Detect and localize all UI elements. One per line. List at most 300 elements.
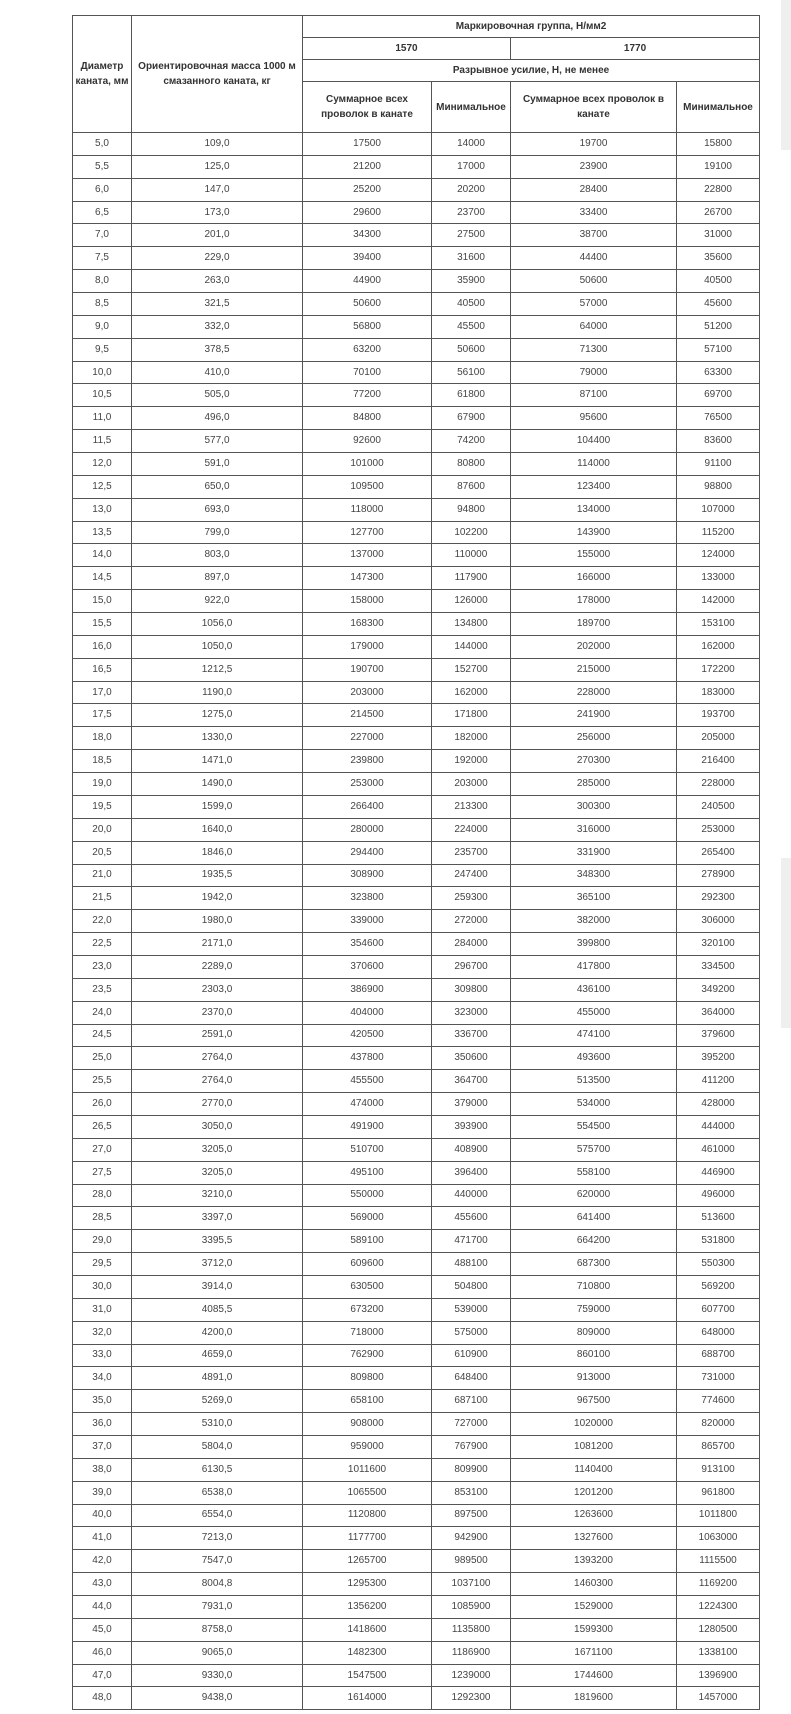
- cell-sum-1570: 809800: [303, 1367, 432, 1390]
- cell-min-1570: 110000: [432, 544, 511, 567]
- cell-diameter: 7,5: [73, 247, 132, 270]
- table-row: [73, 1527, 760, 1550]
- cell-diameter: 20,5: [73, 841, 132, 864]
- cell-mass: 4891,0: [132, 1367, 303, 1390]
- cell-diameter: 38,0: [73, 1458, 132, 1481]
- cell-min-1770: 461000: [677, 1138, 760, 1161]
- cell-sum-1770: 710800: [511, 1275, 677, 1298]
- cell-min-1570: 126000: [432, 590, 511, 613]
- cell-sum-1570: 959000: [303, 1435, 432, 1458]
- cell-min-1770: 774600: [677, 1390, 760, 1413]
- cell-min-1770: 1011800: [677, 1504, 760, 1527]
- cell-sum-1570: 370600: [303, 955, 432, 978]
- cell-min-1570: 192000: [432, 750, 511, 773]
- cell-sum-1770: 1393200: [511, 1550, 677, 1573]
- cell-mass: 1471,0: [132, 750, 303, 773]
- cell-diameter: 41,0: [73, 1527, 132, 1550]
- table-header: [73, 16, 760, 133]
- cell-mass: 7213,0: [132, 1527, 303, 1550]
- cell-sum-1770: 23900: [511, 155, 677, 178]
- cell-min-1570: 350600: [432, 1047, 511, 1070]
- cell-diameter: 24,0: [73, 1001, 132, 1024]
- cell-min-1570: 1037100: [432, 1573, 511, 1596]
- cell-min-1770: 265400: [677, 841, 760, 864]
- cell-sum-1570: 1011600: [303, 1458, 432, 1481]
- header-group-1770: 1770: [511, 38, 760, 60]
- table-row: [73, 1641, 760, 1664]
- cell-sum-1570: 1295300: [303, 1573, 432, 1596]
- cell-sum-1570: 658100: [303, 1390, 432, 1413]
- cell-min-1570: 942900: [432, 1527, 511, 1550]
- cell-sum-1570: 214500: [303, 704, 432, 727]
- cell-min-1770: 216400: [677, 750, 760, 773]
- cell-sum-1770: 558100: [511, 1161, 677, 1184]
- cell-diameter: 42,0: [73, 1550, 132, 1573]
- table-row: [73, 1458, 760, 1481]
- cell-min-1770: 496000: [677, 1184, 760, 1207]
- cell-mass: 109,0: [132, 133, 303, 156]
- cell-min-1770: 688700: [677, 1344, 760, 1367]
- cell-diameter: 30,0: [73, 1275, 132, 1298]
- header-diameter: Диаметр каната, мм: [73, 16, 132, 133]
- table-row: [73, 841, 760, 864]
- cell-diameter: 33,0: [73, 1344, 132, 1367]
- cell-diameter: 28,0: [73, 1184, 132, 1207]
- cell-min-1770: 379600: [677, 1024, 760, 1047]
- table-row: [73, 155, 760, 178]
- cell-sum-1570: 609600: [303, 1253, 432, 1276]
- cell-min-1770: 115200: [677, 521, 760, 544]
- cell-sum-1770: 474100: [511, 1024, 677, 1047]
- cell-diameter: 44,0: [73, 1596, 132, 1619]
- cell-min-1770: 820000: [677, 1413, 760, 1436]
- cell-mass: 1330,0: [132, 727, 303, 750]
- cell-mass: 4659,0: [132, 1344, 303, 1367]
- cell-min-1570: 767900: [432, 1435, 511, 1458]
- cell-sum-1770: 913000: [511, 1367, 677, 1390]
- cell-mass: 2764,0: [132, 1047, 303, 1070]
- cell-diameter: 39,0: [73, 1481, 132, 1504]
- cell-diameter: 29,0: [73, 1230, 132, 1253]
- cell-sum-1570: 495100: [303, 1161, 432, 1184]
- cell-sum-1770: 436100: [511, 978, 677, 1001]
- cell-diameter: 5,0: [73, 133, 132, 156]
- cell-min-1570: 35900: [432, 270, 511, 293]
- cell-sum-1770: 365100: [511, 887, 677, 910]
- cell-mass: 3205,0: [132, 1138, 303, 1161]
- cell-min-1570: 1186900: [432, 1641, 511, 1664]
- cell-min-1770: 306000: [677, 910, 760, 933]
- cell-mass: 1935,5: [132, 864, 303, 887]
- table-row: [73, 1321, 760, 1344]
- cell-diameter: 10,0: [73, 361, 132, 384]
- cell-mass: 7931,0: [132, 1596, 303, 1619]
- cell-sum-1570: 280000: [303, 818, 432, 841]
- cell-min-1570: 259300: [432, 887, 511, 910]
- cell-sum-1770: 534000: [511, 1093, 677, 1116]
- table-row: [73, 384, 760, 407]
- cell-min-1570: 152700: [432, 658, 511, 681]
- header-min-1570: Минимальное: [432, 82, 511, 133]
- cell-min-1770: 550300: [677, 1253, 760, 1276]
- table-row: [73, 1390, 760, 1413]
- cell-min-1770: 40500: [677, 270, 760, 293]
- cell-min-1770: 395200: [677, 1047, 760, 1070]
- cell-min-1570: 1292300: [432, 1687, 511, 1710]
- cell-sum-1770: 57000: [511, 293, 677, 316]
- cell-min-1770: 107000: [677, 498, 760, 521]
- cell-min-1770: 98800: [677, 475, 760, 498]
- table-row: [73, 613, 760, 636]
- table-row: [73, 1596, 760, 1619]
- cell-diameter: 6,5: [73, 201, 132, 224]
- cell-sum-1770: 71300: [511, 338, 677, 361]
- table-row: [73, 955, 760, 978]
- cell-mass: 3210,0: [132, 1184, 303, 1207]
- cell-mass: 3395,5: [132, 1230, 303, 1253]
- cell-sum-1570: 17500: [303, 133, 432, 156]
- table-row: [73, 704, 760, 727]
- cell-mass: 9330,0: [132, 1664, 303, 1687]
- cell-min-1570: 989500: [432, 1550, 511, 1573]
- cell-min-1570: 247400: [432, 864, 511, 887]
- cell-sum-1570: 25200: [303, 178, 432, 201]
- cell-min-1570: 224000: [432, 818, 511, 841]
- cell-min-1570: 309800: [432, 978, 511, 1001]
- cell-sum-1770: 1201200: [511, 1481, 677, 1504]
- cell-diameter: 35,0: [73, 1390, 132, 1413]
- cell-sum-1770: 114000: [511, 453, 677, 476]
- cell-mass: 4085,5: [132, 1298, 303, 1321]
- cell-sum-1770: 202000: [511, 635, 677, 658]
- cell-min-1770: 1457000: [677, 1687, 760, 1710]
- header-marking-group: Маркировочная группа, Н/мм2: [303, 16, 760, 38]
- cell-diameter: 46,0: [73, 1641, 132, 1664]
- cell-mass: 1846,0: [132, 841, 303, 864]
- cell-min-1770: 142000: [677, 590, 760, 613]
- cell-min-1770: 19100: [677, 155, 760, 178]
- cell-mass: 1980,0: [132, 910, 303, 933]
- cell-min-1570: 67900: [432, 407, 511, 430]
- cell-min-1570: 162000: [432, 681, 511, 704]
- cell-sum-1570: 253000: [303, 773, 432, 796]
- cell-min-1770: 1338100: [677, 1641, 760, 1664]
- cell-sum-1770: 331900: [511, 841, 677, 864]
- table-row: [73, 635, 760, 658]
- cell-sum-1770: 104400: [511, 430, 677, 453]
- table-row: [73, 978, 760, 1001]
- cell-mass: 922,0: [132, 590, 303, 613]
- cell-sum-1570: 569000: [303, 1207, 432, 1230]
- cell-sum-1770: 1599300: [511, 1618, 677, 1641]
- table-row: [73, 498, 760, 521]
- cell-sum-1570: 101000: [303, 453, 432, 476]
- cell-min-1570: 102200: [432, 521, 511, 544]
- table-row: [73, 681, 760, 704]
- cell-sum-1570: 673200: [303, 1298, 432, 1321]
- cell-min-1570: 50600: [432, 338, 511, 361]
- table-row: [73, 178, 760, 201]
- cell-diameter: 24,5: [73, 1024, 132, 1047]
- table-row: [73, 864, 760, 887]
- cell-min-1570: 393900: [432, 1115, 511, 1138]
- cell-min-1570: 1135800: [432, 1618, 511, 1641]
- cell-min-1770: 411200: [677, 1070, 760, 1093]
- cell-sum-1770: 399800: [511, 933, 677, 956]
- table-row: [73, 133, 760, 156]
- cell-min-1770: 35600: [677, 247, 760, 270]
- cell-min-1770: 428000: [677, 1093, 760, 1116]
- cell-diameter: 19,0: [73, 773, 132, 796]
- cell-min-1770: 349200: [677, 978, 760, 1001]
- cell-diameter: 22,0: [73, 910, 132, 933]
- cell-sum-1770: 189700: [511, 613, 677, 636]
- cell-sum-1570: 179000: [303, 635, 432, 658]
- cell-mass: 378,5: [132, 338, 303, 361]
- table-row: [73, 773, 760, 796]
- cell-sum-1570: 1614000: [303, 1687, 432, 1710]
- cell-sum-1770: 19700: [511, 133, 677, 156]
- cell-sum-1770: 123400: [511, 475, 677, 498]
- cell-mass: 1212,5: [132, 658, 303, 681]
- cell-sum-1570: 21200: [303, 155, 432, 178]
- cell-diameter: 32,0: [73, 1321, 132, 1344]
- table-row: [73, 590, 760, 613]
- cell-diameter: 28,5: [73, 1207, 132, 1230]
- table-row: [73, 407, 760, 430]
- table-row: [73, 1298, 760, 1321]
- cell-sum-1770: 1020000: [511, 1413, 677, 1436]
- cell-min-1570: 144000: [432, 635, 511, 658]
- cell-mass: 3914,0: [132, 1275, 303, 1298]
- cell-diameter: 25,0: [73, 1047, 132, 1070]
- cell-sum-1570: 29600: [303, 201, 432, 224]
- cell-min-1570: 182000: [432, 727, 511, 750]
- cell-diameter: 20,0: [73, 818, 132, 841]
- cell-diameter: 27,5: [73, 1161, 132, 1184]
- cell-diameter: 18,5: [73, 750, 132, 773]
- cell-sum-1570: 56800: [303, 315, 432, 338]
- table-row: [73, 1070, 760, 1093]
- cell-diameter: 17,0: [73, 681, 132, 704]
- cell-sum-1570: 168300: [303, 613, 432, 636]
- cell-mass: 2591,0: [132, 1024, 303, 1047]
- cell-min-1570: 14000: [432, 133, 511, 156]
- cell-sum-1570: 630500: [303, 1275, 432, 1298]
- header-mass: Ориентировочная масса 1000 м смазанного каната, кг: [132, 16, 303, 133]
- table-row: [73, 1207, 760, 1230]
- cell-diameter: 15,5: [73, 613, 132, 636]
- cell-mass: 332,0: [132, 315, 303, 338]
- cell-diameter: 34,0: [73, 1367, 132, 1390]
- table-row: [73, 658, 760, 681]
- cell-sum-1570: 50600: [303, 293, 432, 316]
- cell-min-1770: 607700: [677, 1298, 760, 1321]
- cell-diameter: 8,0: [73, 270, 132, 293]
- cell-min-1570: 396400: [432, 1161, 511, 1184]
- cell-min-1570: 408900: [432, 1138, 511, 1161]
- cell-sum-1570: 92600: [303, 430, 432, 453]
- cell-sum-1570: 474000: [303, 1093, 432, 1116]
- cell-min-1770: 446900: [677, 1161, 760, 1184]
- cell-min-1570: 171800: [432, 704, 511, 727]
- table-row: [73, 1230, 760, 1253]
- header-sum-1770: Суммарное всех проволок в канате: [511, 82, 677, 133]
- cell-mass: 4200,0: [132, 1321, 303, 1344]
- table-row: [73, 1024, 760, 1047]
- cell-min-1770: 228000: [677, 773, 760, 796]
- table-row: [73, 933, 760, 956]
- cell-sum-1570: 1547500: [303, 1664, 432, 1687]
- cell-mass: 2171,0: [132, 933, 303, 956]
- cell-min-1570: 471700: [432, 1230, 511, 1253]
- table-row: [73, 910, 760, 933]
- cell-sum-1570: 239800: [303, 750, 432, 773]
- cell-sum-1570: 491900: [303, 1115, 432, 1138]
- cell-min-1770: 124000: [677, 544, 760, 567]
- cell-sum-1570: 1120800: [303, 1504, 432, 1527]
- cell-diameter: 11,0: [73, 407, 132, 430]
- cell-min-1770: 133000: [677, 567, 760, 590]
- cell-sum-1770: 513500: [511, 1070, 677, 1093]
- cell-mass: 496,0: [132, 407, 303, 430]
- cell-mass: 125,0: [132, 155, 303, 178]
- cell-min-1770: 1115500: [677, 1550, 760, 1573]
- cell-sum-1770: 241900: [511, 704, 677, 727]
- cell-min-1570: 440000: [432, 1184, 511, 1207]
- cell-min-1770: 278900: [677, 864, 760, 887]
- cell-min-1770: 513600: [677, 1207, 760, 1230]
- table-row: [73, 1687, 760, 1710]
- table-row: [73, 270, 760, 293]
- cell-sum-1770: 28400: [511, 178, 677, 201]
- cell-sum-1770: 215000: [511, 658, 677, 681]
- cell-sum-1770: 641400: [511, 1207, 677, 1230]
- table-row: [73, 795, 760, 818]
- cell-mass: 897,0: [132, 567, 303, 590]
- cell-sum-1770: 1819600: [511, 1687, 677, 1710]
- table-row: [73, 201, 760, 224]
- cell-sum-1570: 762900: [303, 1344, 432, 1367]
- cell-sum-1570: 39400: [303, 247, 432, 270]
- cell-min-1570: 575000: [432, 1321, 511, 1344]
- cell-min-1570: 61800: [432, 384, 511, 407]
- cell-sum-1570: 308900: [303, 864, 432, 887]
- cell-min-1570: 284000: [432, 933, 511, 956]
- table-row: [73, 1253, 760, 1276]
- cell-sum-1770: 155000: [511, 544, 677, 567]
- table-row: [73, 750, 760, 773]
- cell-mass: 1275,0: [132, 704, 303, 727]
- cell-sum-1770: 860100: [511, 1344, 677, 1367]
- cell-sum-1570: 147300: [303, 567, 432, 590]
- cell-min-1570: 40500: [432, 293, 511, 316]
- cell-sum-1570: 70100: [303, 361, 432, 384]
- cell-min-1570: 213300: [432, 795, 511, 818]
- cell-diameter: 21,5: [73, 887, 132, 910]
- cell-sum-1770: 143900: [511, 521, 677, 544]
- table-row: [73, 224, 760, 247]
- cell-mass: 803,0: [132, 544, 303, 567]
- cell-diameter: 10,5: [73, 384, 132, 407]
- cell-mass: 321,5: [132, 293, 303, 316]
- cell-min-1770: 531800: [677, 1230, 760, 1253]
- table-row: [73, 1093, 760, 1116]
- cell-sum-1570: 63200: [303, 338, 432, 361]
- cell-sum-1770: 228000: [511, 681, 677, 704]
- cell-mass: 5310,0: [132, 1413, 303, 1436]
- cell-mass: 201,0: [132, 224, 303, 247]
- rope-specification-table: [72, 15, 760, 1710]
- cell-sum-1570: 1177700: [303, 1527, 432, 1550]
- cell-sum-1570: 190700: [303, 658, 432, 681]
- cell-sum-1570: 339000: [303, 910, 432, 933]
- table-row: [73, 1504, 760, 1527]
- table-row: [73, 293, 760, 316]
- cell-sum-1570: 1482300: [303, 1641, 432, 1664]
- cell-diameter: 26,5: [73, 1115, 132, 1138]
- table-row: [73, 1161, 760, 1184]
- cell-diameter: 45,0: [73, 1618, 132, 1641]
- cell-mass: 799,0: [132, 521, 303, 544]
- cell-min-1770: 91100: [677, 453, 760, 476]
- table-row: [73, 315, 760, 338]
- cell-min-1770: 63300: [677, 361, 760, 384]
- cell-min-1570: 897500: [432, 1504, 511, 1527]
- table-row: [73, 247, 760, 270]
- cell-sum-1770: 87100: [511, 384, 677, 407]
- cell-diameter: 37,0: [73, 1435, 132, 1458]
- cell-sum-1570: 718000: [303, 1321, 432, 1344]
- cell-mass: 650,0: [132, 475, 303, 498]
- cell-min-1770: 569200: [677, 1275, 760, 1298]
- cell-sum-1770: 79000: [511, 361, 677, 384]
- table-row: [73, 1184, 760, 1207]
- cell-sum-1770: 1140400: [511, 1458, 677, 1481]
- cell-min-1770: 444000: [677, 1115, 760, 1138]
- cell-min-1570: 504800: [432, 1275, 511, 1298]
- table-row: [73, 1618, 760, 1641]
- cell-min-1570: 610900: [432, 1344, 511, 1367]
- table-row: [73, 1138, 760, 1161]
- cell-mass: 1490,0: [132, 773, 303, 796]
- cell-mass: 577,0: [132, 430, 303, 453]
- cell-sum-1570: 420500: [303, 1024, 432, 1047]
- cell-sum-1770: 1081200: [511, 1435, 677, 1458]
- cell-mass: 5269,0: [132, 1390, 303, 1413]
- cell-sum-1770: 620000: [511, 1184, 677, 1207]
- cell-min-1570: 45500: [432, 315, 511, 338]
- cell-mass: 2770,0: [132, 1093, 303, 1116]
- cell-min-1770: 153100: [677, 613, 760, 636]
- cell-min-1570: 809900: [432, 1458, 511, 1481]
- cell-min-1570: 56100: [432, 361, 511, 384]
- cell-min-1770: 961800: [677, 1481, 760, 1504]
- cell-min-1570: 648400: [432, 1367, 511, 1390]
- cell-diameter: 16,5: [73, 658, 132, 681]
- cell-sum-1570: 158000: [303, 590, 432, 613]
- cell-sum-1770: 455000: [511, 1001, 677, 1024]
- cell-sum-1770: 348300: [511, 864, 677, 887]
- table-row: [73, 1413, 760, 1436]
- table-row: [73, 887, 760, 910]
- cell-min-1770: 31000: [677, 224, 760, 247]
- cell-min-1570: 235700: [432, 841, 511, 864]
- cell-diameter: 29,5: [73, 1253, 132, 1276]
- cell-sum-1570: 386900: [303, 978, 432, 1001]
- cell-sum-1770: 1744600: [511, 1664, 677, 1687]
- cell-diameter: 23,0: [73, 955, 132, 978]
